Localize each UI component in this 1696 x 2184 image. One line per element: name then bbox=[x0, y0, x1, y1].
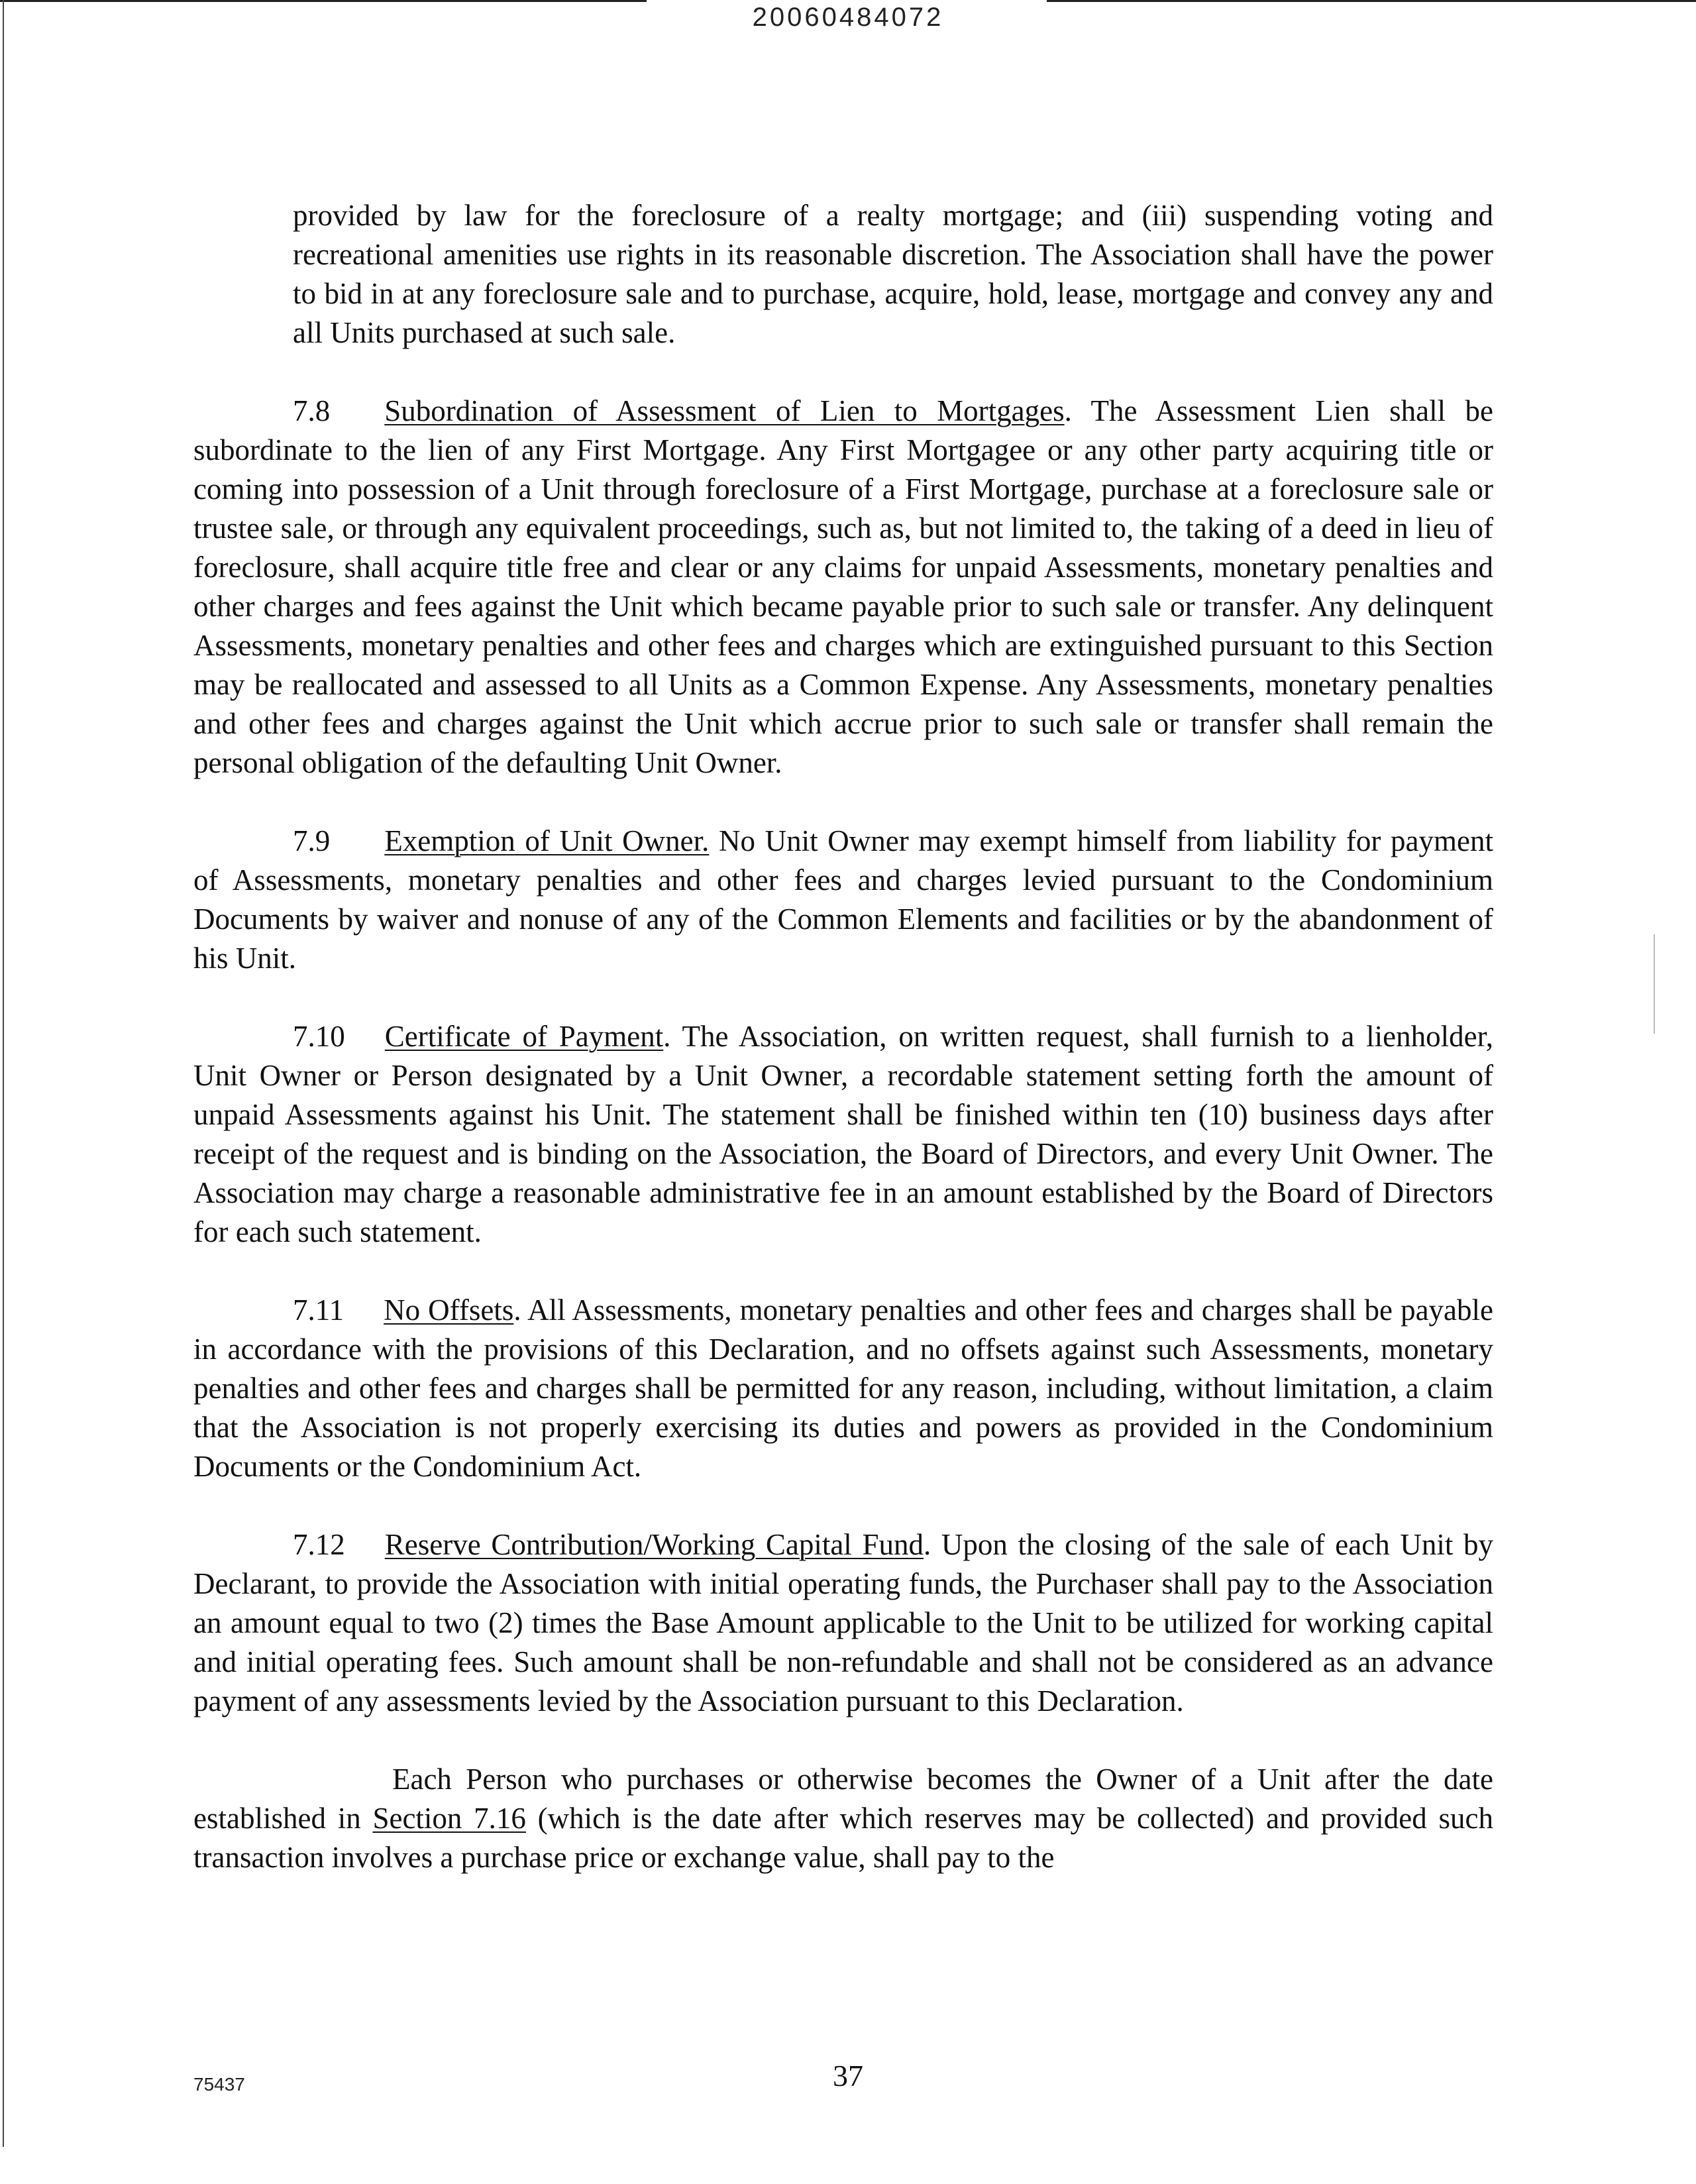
section-reference: Section 7.16 bbox=[372, 1802, 526, 1835]
section-heading: Exemption of Unit Owner. bbox=[384, 824, 710, 857]
page-left-edge bbox=[3, 0, 4, 2147]
section-7-11 bbox=[193, 1291, 1493, 1486]
section-text: . Upon the closing of the sale of each Unit by Declarant, to provide the Association with initial operating funds, the Purchaser shall pay to the Association an amount equal to two (2) times the Base Amount applicable to the Unit to be utilized for working capital and initial operating fees. Such amount shall be non-refundable and shall not be considered as an advance payment of any assessments levied by the Association pursuant to this Declaration. bbox=[193, 1528, 1494, 1718]
section-7-10 bbox=[193, 1017, 1493, 1252]
document-number: 20060484072 bbox=[752, 3, 944, 32]
paragraph-text: provided by law for the foreclosure of a realty mortgage; and (iii) suspending voting and recreational amenities use rights in its reasonable discretion. The Association shall have the power to bid in at any foreclosure sale and to purchase, acquire, hold, lease, mortgage and convey any and all Units purchased at such sale. bbox=[293, 199, 1493, 349]
footer-document-code: 75437 bbox=[193, 2074, 245, 2095]
section-heading: Reserve Contribution/Working Capital Fund bbox=[384, 1528, 924, 1561]
section-heading: Certificate of Payment bbox=[384, 1020, 664, 1053]
section-text: . All Assessments, monetary penalties and other fees and charges shall be payable in accordance with the provisions of this Declaration, and no offsets against such Assessments, monetary penalties and other fees and charges shall be permitted for any reason, including, without limitation, a claim that the Association is not properly exercising its duties and powers as provided in the Condominium Documents or the Condominium Act. bbox=[193, 1293, 1493, 1483]
paragraph-text: (which is the date after which reserves may be collected) and provided such transaction involves a purchase price or exchange value, shall pay to the bbox=[193, 1802, 1493, 1874]
section-text: . The Association, on written request, shall furnish to a lienholder, Unit Owner or Person designated by a Unit Owner, a recordable statement setting forth the amount of unpaid Assessments against his Unit. The statement shall be finished within ten (10) business days after receipt of the request and is binding on the Association, the Board of Directors, and every Unit Owner. The Association may charge a reasonable administrative fee in an amount established by the Board of Directors for each such statement. bbox=[193, 1020, 1493, 1248]
section-heading: No Offsets bbox=[384, 1293, 514, 1327]
top-rule-left bbox=[0, 0, 647, 2]
section-7-8 bbox=[193, 392, 1493, 783]
section-number: 7.11 bbox=[293, 1293, 344, 1327]
section-7-12 bbox=[193, 1525, 1493, 1721]
paragraph-reserve-payment bbox=[193, 1760, 1493, 1877]
top-rule-right bbox=[1047, 0, 1696, 2]
section-text: . The Assessment Lien shall be subordinate to the lien of any First Mortgage. Any First Mortgagee or any other party acquiring title or coming into possession of a Unit through foreclosure of a First Mortgage, purchase at a foreclosure sale or trustee sale, or through any equivalent proceedings, such as, but not limited to, the taking of a deed in lieu of foreclosure, shall acquire title free and clear or any claims for unpaid Assessments, monetary penalties and other charges and fees against the Unit which became payable prior to such sale or transfer. Any delinquent Assessments, monetary penalties and other fees and charges which are extinguished pursuant to this Section may be reallocated and assessed to all Units as a Common Expense. Any Assessments, monetary penalties and other fees and charges against the Unit which accrue prior to such sale or transfer shall remain the personal obligation of the defaulting Unit Owner. bbox=[193, 394, 1493, 779]
section-number: 7.12 bbox=[293, 1528, 345, 1561]
section-text: No Unit Owner may exempt himself from liability for payment of Assessments, monetary penalties and other fees and charges levied pursuant to the Condominium Documents by waiver and nonuse of any of the Common Elements and facilities or by the abandonment of his Unit. bbox=[193, 824, 1493, 975]
scan-mark bbox=[1654, 934, 1655, 1034]
page-number: 37 bbox=[833, 2059, 863, 2093]
document-body bbox=[193, 196, 1493, 1916]
section-number: 7.9 bbox=[293, 824, 331, 857]
section-number: 7.8 bbox=[293, 394, 331, 427]
section-7-9 bbox=[193, 822, 1493, 978]
paragraph-continuation bbox=[293, 196, 1493, 353]
paragraph-text: Each Person who purchases or otherwise becomes the Owner of a Unit after the date established in bbox=[193, 1763, 1493, 1835]
section-number: 7.10 bbox=[293, 1020, 345, 1053]
section-heading: Subordination of Assessment of Lien to Mortgages bbox=[384, 394, 1065, 427]
